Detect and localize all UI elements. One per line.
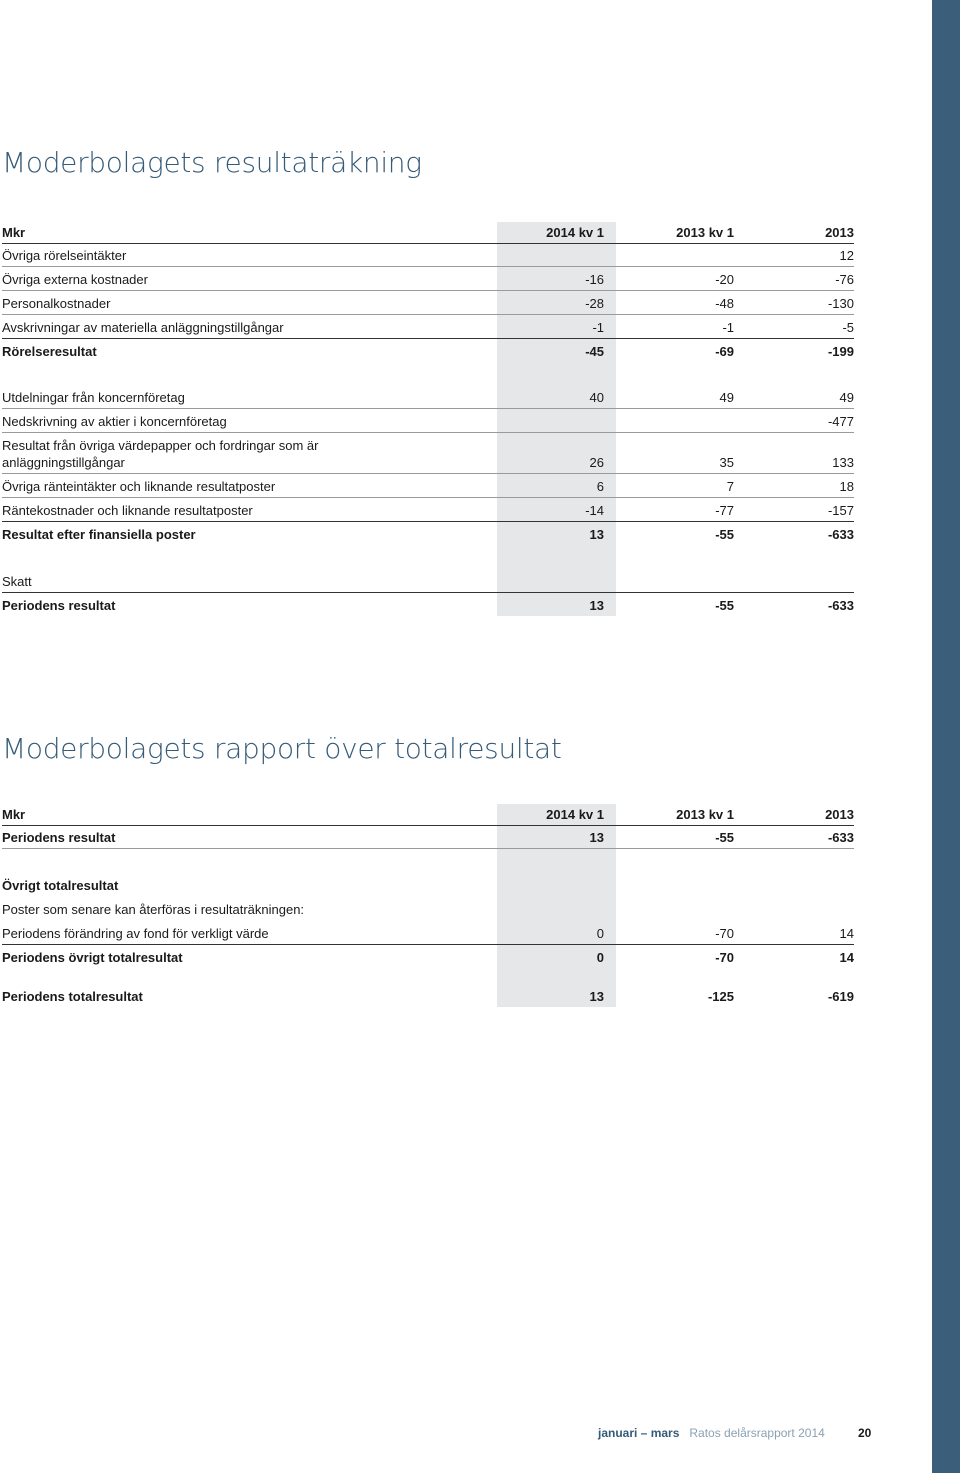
table-row: Räntekostnader och liknande resultatposter -14 -77 -157 [2, 498, 854, 522]
table-header [2, 222, 854, 244]
header-label: Mkr [2, 225, 26, 240]
page-number: 20 [858, 1426, 872, 1440]
table-row: Övriga externa kostnader -16 -20 -76 [2, 267, 854, 291]
table-row: Periodens förändring av fond för verkligt värde 0 -70 14 [2, 921, 854, 945]
header-label: Mkr [2, 807, 26, 822]
table-row: Utdelningar från koncernföretag 40 49 49 [2, 385, 854, 409]
footer-period: januari – mars [598, 1426, 680, 1440]
tax-row: Skatt [2, 568, 854, 593]
table-row: Övriga ränteintäkter och liknande resultatposter 6 7 18 [2, 474, 854, 498]
page-footer [598, 1426, 872, 1440]
footer-report-name: Ratos delårsrapport 2014 [689, 1426, 825, 1440]
other-comprehensive-total-row: Periodens övrigt totalresultat 0 -70 14 [2, 950, 854, 965]
header-col-2013q1: 2013 kv 1 [676, 807, 734, 822]
header-col-2013: 2013 [825, 807, 854, 822]
header-col-2013: 2013 [825, 225, 854, 240]
other-comprehensive-heading: Övrigt totalresultat [2, 878, 119, 893]
period-result-row: Periodens resultat 13 -55 -633 [2, 825, 854, 849]
table-row: Personalkostnader -28 -48 -130 [2, 291, 854, 315]
header-col-2013q1: 2013 kv 1 [676, 225, 734, 240]
header-col-2014q1: 2014 kv 1 [546, 807, 604, 822]
table-row: Avskrivningar av materiella anläggningstillgångar -1 -1 -5 [2, 315, 854, 339]
header-col-2014q1: 2014 kv 1 [546, 225, 604, 240]
income-statement-title: Moderbolagets resultaträkning [2, 146, 422, 179]
comprehensive-income-title: Moderbolagets rapport över totalresultat [2, 732, 562, 765]
period-result-row: Periodens resultat 13 -55 -633 [2, 598, 854, 613]
result-after-financial-row: Resultat efter finansiella poster 13 -55 -633 [2, 527, 854, 542]
table-row: Nedskrivning av aktier i koncernföretag -477 [2, 409, 854, 433]
table-row: Övriga rörelseintäkter 12 [2, 243, 854, 267]
table-row: Poster som senare kan återföras i resultaträkningen: [2, 902, 305, 917]
table-row: Resultat från övriga värdepapper och fordringar som är anläggningstillgångar 26 35 133 [2, 433, 854, 474]
operating-result-row: Rörelseresultat -45 -69 -199 [2, 344, 854, 359]
table-header [2, 804, 854, 826]
total-result-row: Periodens totalresultat 13 -125 -619 [2, 989, 854, 1004]
right-edge-bar [932, 0, 960, 1473]
